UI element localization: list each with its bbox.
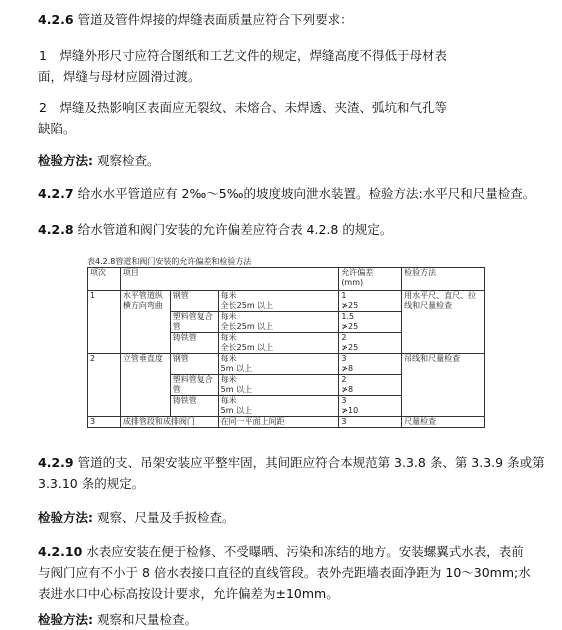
material-cell: 塑料管复合管 <box>170 375 218 396</box>
material-cell: 铸铁管 <box>170 396 218 417</box>
value-a: 2 <box>341 333 347 342</box>
table-4-2-8 <box>87 257 485 428</box>
table-row <box>88 417 485 428</box>
item-2-line-1: 2 焊缝及热影响区表面应无裂纹、未熔合、未焊透、夹渣、弧坑和气孔等 <box>39 100 447 115</box>
header-tolerance-label: 允许偏差 <box>341 268 374 277</box>
clause-number: 4.2.8 <box>38 222 74 237</box>
detail-a: 每米 <box>220 354 237 363</box>
value-a: 2 <box>341 375 347 384</box>
value-cell <box>339 396 402 417</box>
detail-cell: 在同一平面上间距 <box>218 417 339 428</box>
clause-number: 4.2.10 <box>38 544 83 559</box>
detail-b: 全长25m 以上 <box>220 322 274 331</box>
clause-number: 4.2.7 <box>38 186 74 201</box>
clause-4-2-9-line-2: 3.3.10 条的规定。 <box>38 476 145 491</box>
clause-title: 管道及管件焊接的焊缝表面质量应符合下列要求： <box>73 12 353 27</box>
detail-b: 全长25m 以上 <box>220 301 274 310</box>
heading-4-2-6 <box>38 9 554 30</box>
header-tolerance <box>339 268 402 291</box>
method-4-2-10 <box>38 609 554 630</box>
clause-text: 管道的支、吊架安装应平整牢固，其间距应符合本规范第 3.3.8 条、第 3.3.9 条或第 <box>73 455 545 470</box>
value-cell <box>339 291 402 312</box>
value-a: 1 <box>341 291 347 300</box>
row-category: 立管垂直度 <box>120 354 170 417</box>
clause-4-2-9-line-1 <box>38 452 554 473</box>
detail-a: 每米 <box>220 333 237 342</box>
item-1-line-1: 1 焊缝外形尺寸应符合图纸和工艺文件的规定，焊缝高度不得低于母材表 <box>39 48 447 63</box>
clause-number: 4.2.6 <box>38 12 74 27</box>
row-no: 2 <box>88 354 121 417</box>
row-method: 用水平尺、直尺、拉线和尺量检查 <box>402 291 485 354</box>
detail-b: 5m 以上 <box>220 406 253 415</box>
value-a: 3 <box>341 396 347 405</box>
clause-number: 4.2.9 <box>38 455 74 470</box>
detail-cell <box>218 312 339 333</box>
detail-cell <box>218 354 339 375</box>
detail-b: 5m 以上 <box>220 364 253 373</box>
table-header-row <box>88 268 485 291</box>
detail-cell <box>218 375 339 396</box>
header-item: 项目 <box>120 268 338 291</box>
method-label: 检验方法: <box>38 612 93 627</box>
value-b: ≯8 <box>341 364 354 373</box>
value-b: ≯25 <box>341 343 359 352</box>
clause-4-2-10-line-1 <box>38 541 554 562</box>
material-cell: 塑料管复合管 <box>170 312 218 333</box>
method-text: 观察、尺量及手扳检查。 <box>93 510 235 525</box>
tolerance-table <box>87 267 485 428</box>
row-method: 尺量检查 <box>402 417 485 428</box>
detail-b: 全长25m 以上 <box>220 343 274 352</box>
detail-a: 每米 <box>220 291 237 300</box>
row-no: 3 <box>88 417 121 428</box>
clause-4-2-7 <box>38 183 554 204</box>
detail-cell <box>218 396 339 417</box>
detail-a: 每米 <box>220 312 237 321</box>
detail-cell <box>218 333 339 354</box>
table-row <box>88 291 485 312</box>
value-a: 1.5 <box>341 312 355 321</box>
clause-text: 水表应安装在便于检修、不受曝晒、污染和冻结的地方。安装螺翼式水表，表前 <box>82 544 524 559</box>
table-row <box>88 354 485 375</box>
method-label: 检验方法: <box>38 510 93 525</box>
row-category: 水平管道纵横方向弯曲 <box>120 291 170 354</box>
value-a: 3 <box>341 354 347 363</box>
row-no: 1 <box>88 291 121 354</box>
header-tolerance-unit: (mm) <box>341 278 364 287</box>
clause-4-2-10-line-3: 表进水口中心标高按设计要求，允许偏差为±10mm。 <box>38 586 339 601</box>
detail-b: 5m 以上 <box>220 385 253 394</box>
method-4-2-9 <box>38 507 554 528</box>
method-label: 检验方法: <box>38 153 93 168</box>
item-1-line-2: 面，焊缝与母材应圆滑过渡。 <box>38 69 201 84</box>
value-b: ≯10 <box>341 406 359 415</box>
method-text: 观察和尺量检查。 <box>93 612 197 627</box>
row-method: 吊线和尺量检查 <box>402 354 485 417</box>
table-caption: 表4.2.8管道和阀门安装的允许偏差和检验方法 <box>87 257 252 266</box>
method-4-2-6 <box>38 150 554 171</box>
detail-cell <box>218 291 339 312</box>
value-cell <box>339 333 402 354</box>
detail-a: 每米 <box>220 396 237 405</box>
header-method: 检验方法 <box>402 268 485 291</box>
value-cell: 3 <box>339 417 402 428</box>
value-cell <box>339 312 402 333</box>
material-cell: 钢管 <box>170 354 218 375</box>
detail-a: 每米 <box>220 375 237 384</box>
clause-text: 给水水平管道应有 2‰～5‰的坡度坡向泄水装置。检验方法:水平尺和尺量检查。 <box>73 186 536 201</box>
value-cell <box>339 354 402 375</box>
value-cell <box>339 375 402 396</box>
material-cell: 铸铁管 <box>170 333 218 354</box>
value-b: ≯25 <box>341 301 359 310</box>
item-2-line-2: 缺陷。 <box>38 121 76 136</box>
value-b: ≯25 <box>341 322 359 331</box>
clause-4-2-10-line-2: 与阀门应有不小于 8 倍水表接口直径的直线管段。表外壳距墙表面净距为 10～30mm;水 <box>38 565 531 580</box>
row-category: 成排管段和成排阀门 <box>120 417 218 428</box>
clause-text: 给水管道和阀门安装的允许偏差应符合表 4.2.8 的规定。 <box>73 222 393 237</box>
material-cell: 钢管 <box>170 291 218 312</box>
value-b: ≯8 <box>341 385 354 394</box>
clause-4-2-8 <box>38 219 554 240</box>
header-no: 项次 <box>88 268 121 291</box>
method-text: 观察检查。 <box>93 153 160 168</box>
